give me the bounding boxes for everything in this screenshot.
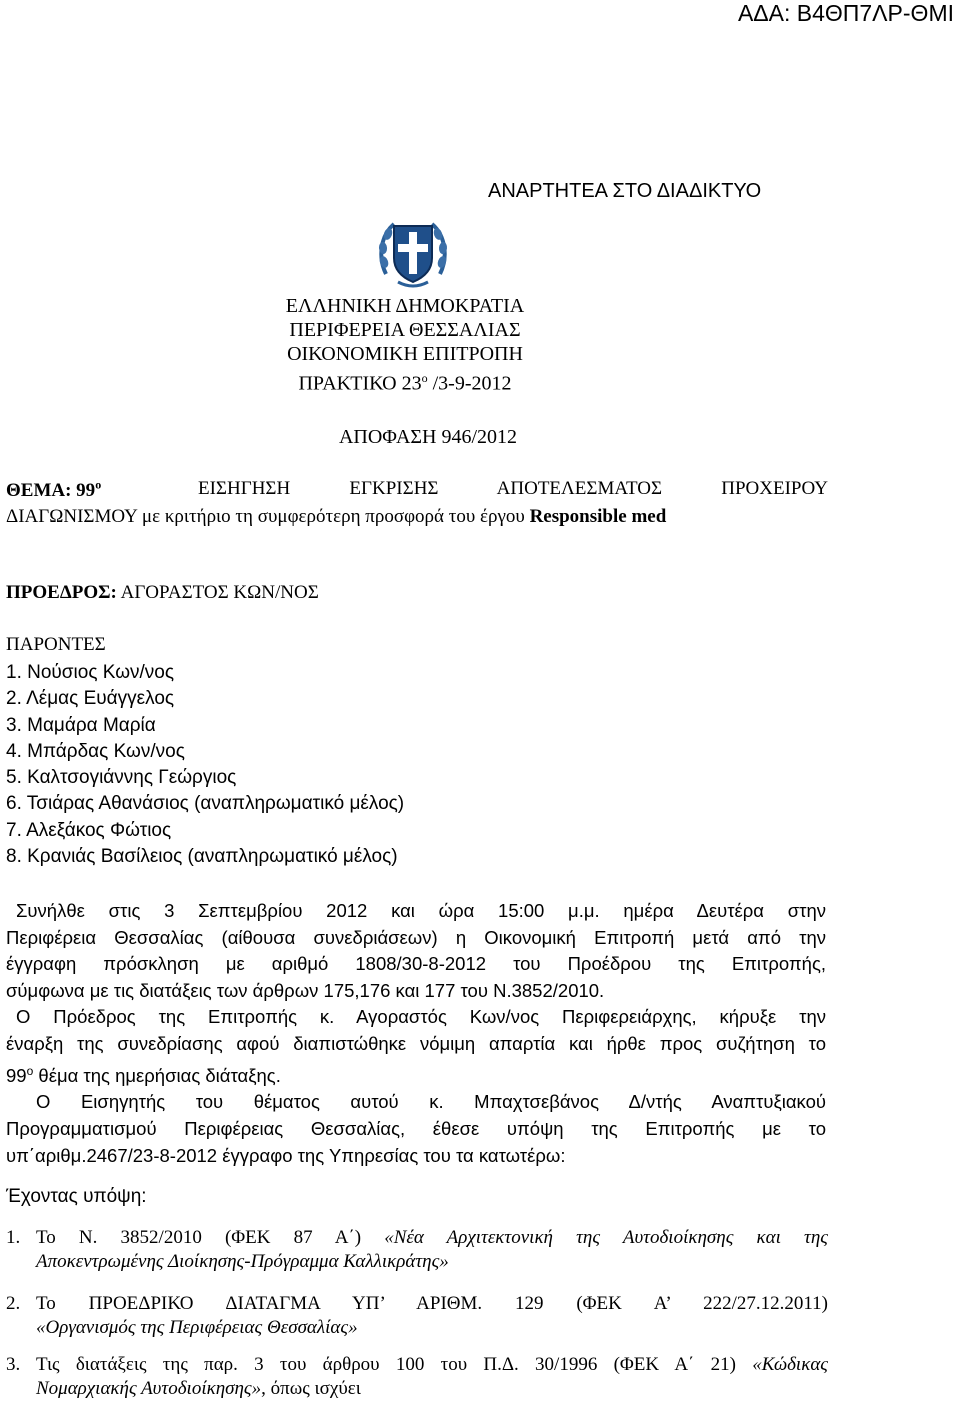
- item-line: Τις διατάξεις της παρ. 3 του άρθρου 100 του Π.Δ. 30/1996 (ΦΕΚ Α΄ 21) «Κώδικας: [36, 1354, 828, 1375]
- list-item: 7. Αλεξάκος Φώτιος: [6, 819, 172, 841]
- paragraph-line: $99^o$ θέμα της ημερήσιας διάταξης.: [6, 1063, 281, 1086]
- paragraph-line: Ο Εισηγητής του θέματος αυτού κ. Μπαχτσεβάνος Δ/ντής Αναπτυξιακού: [36, 1091, 826, 1113]
- list-item: 4. Μπάρδας Κων/νος: [6, 740, 185, 762]
- header-minutes: ΠΡΑΚΤΙΚΟ $23^o$ /3-9-2012: [298, 371, 512, 395]
- greek-emblem-logo: [376, 212, 450, 292]
- list-item: 8. Κρανιάς Βασίλειος (αναπληρωματικό μέλος): [6, 846, 398, 868]
- subject-label: ΘΕΜΑ: $99^o$: [6, 478, 102, 502]
- ada-code: ΑΔΑ: Β4ΘΠ7ΛΡ-ΘΜΙ: [737, 0, 954, 26]
- subject-line-2: ΔΙΑΓΩΝΙΣΜΟΥ με κριτήριο τη συμφερότερη προσφορά του έργου Responsible med: [6, 506, 667, 527]
- president-name: ΑΓΟΡΑΣΤΟΣ ΚΩΝ/ΝΟΣ: [120, 582, 319, 603]
- present-title: ΠΑΡΟΝΤΕΣ: [6, 634, 106, 655]
- list-item: 1. Το Ν. 3852/2010 (ΦΕΚ 87 Α΄) «Νέα Αρχιτεκτονική της Αυτοδιοίκησης και της Αποκεντρωμένης Διοίκησης-Πρόγραμμα Καλλικράτης»: [6, 1227, 828, 1272]
- paragraph-line: Ο Πρόεδρος της Επιτροπής κ. Αγοραστός Κων/νος Περιφερειάρχης, κήρυξε την: [16, 1006, 826, 1028]
- paragraph-line: υπ΄αριθμ.2467/23-8-2012 έγγραφο της Υπηρεσίας του τα κατωτέρω:: [6, 1144, 566, 1166]
- decision-number: ΑΠΟΦΑΣΗ 946/2012: [338, 426, 518, 448]
- subject-title: ΕΙΣΗΓΗΣΗ ΕΓΚΡΙΣΗΣ ΑΠΟΤΕΛΕΣΜΑΤΟΣ ΠΡΟΧΕΙΡΟΥ: [198, 478, 828, 499]
- header-committee: ΟΙΚΟΝΟΜΙΚΗ ΕΠΙΤΡΟΠΗ: [287, 343, 523, 365]
- paragraph-line: έγγραφη πρόσκληση με αριθμό 1808/30-8-2012 του Προέδρου της Επιτροπής,: [6, 953, 826, 975]
- header-region: ΠΕΡΙΦΕΡΕΙΑ ΘΕΣΣΑΛΙΑΣ: [289, 319, 521, 341]
- list-item: 2. Λέμας Ευάγγελος: [6, 688, 175, 710]
- header-block: [250, 294, 560, 396]
- list-item: 1. Νούσιος Κων/νος: [6, 662, 175, 683]
- president-label: ΠΡΟΕΔΡΟΣ:: [6, 582, 117, 603]
- item-line: Νομαρχιακής Αυτοδιοίκησης», όπως ισχύει: [36, 1378, 361, 1399]
- list-item: 2. Το ΠΡΟΕΔΡΙΚΟ ΔΙΑΤΑΓΜΑ ΥΠ’ ΑΡΙΘΜ. 129 (ΦΕΚ Α’ 222/27.12.2011) «Οργανισμός της Περιφέρειας Θεσσαλίας»: [6, 1293, 828, 1338]
- list-item: 3. Μαμάρα Μαρία: [6, 714, 156, 736]
- item-line: «Οργανισμός της Περιφέρειας Θεσσαλίας»: [36, 1317, 358, 1338]
- paragraph-line: Συνήλθε στις 3 Σεπτεμβρίου 2012 και ώρα 15:00 μ.μ. ημέρα Δευτέρα στην: [16, 900, 826, 921]
- project-name: Responsible med: [529, 506, 667, 527]
- paragraph-line: σύμφωνα με τις διατάξεις των άρθρων 175,176 και 177 του Ν.3852/2010.: [6, 979, 605, 1001]
- item-line: Αποκεντρωμένης Διοίκησης-Πρόγραμμα Καλλικράτης»: [36, 1251, 449, 1272]
- paragraph-line: έναρξη της συνεδρίασης αφού διαπιστώθηκε νόμιμη απαρτία και ήρθε προς συζήτηση το: [6, 1032, 826, 1054]
- paragraph-line: Προγραμματισμού Περιφέρειας Θεσσαλίας, έθεσε υπόψη της Επιτροπής με το: [6, 1117, 826, 1139]
- list-item: 3. Τις διατάξεις της παρ. 3 του άρθρου 100 του Π.Δ. 30/1996 (ΦΕΚ Α΄ 21) «Κώδικας Νομαρχιακής Αυτοδιοίκησης», όπως ισχύει: [6, 1354, 828, 1399]
- members-list: [6, 660, 404, 870]
- list-item: 6. Τσιάρας Αθανάσιος (αναπληρωματικό μέλος): [6, 793, 405, 815]
- list-item: 5. Καλτσογιάννης Γεώργιος: [6, 767, 237, 789]
- considering-heading: Έχοντας υπόψη:: [6, 1186, 147, 1207]
- item-line: Το ΠΡΟΕΔΡΙΚΟ ΔΙΑΤΑΓΜΑ ΥΠ’ ΑΡΙΘΜ. 129 (ΦΕΚ Α’ 222/27.12.2011): [36, 1293, 828, 1314]
- subject-line-1: [6, 478, 828, 502]
- president: [6, 582, 319, 604]
- header-state: ΕΛΛΗΝΙΚΗ ΔΗΜΟΚΡΑΤΙΑ: [285, 295, 525, 317]
- item-line: Το Ν. 3852/2010 (ΦΕΚ 87 Α΄) «Νέα Αρχιτεκτονική της Αυτοδιοίκησης και της: [36, 1227, 828, 1248]
- paragraph-line: Περιφέρεια Θεσσαλίας (αίθουσα συνεδριάσεων) η Οικονομική Επιτροπή μετά από την: [6, 926, 826, 948]
- body-paragraphs: [6, 898, 826, 1169]
- publish-notice: ΑΝΑΡΤΗΤΕΑ ΣΤΟ ΔΙΑΔΙΚΤΥΟ: [488, 180, 762, 202]
